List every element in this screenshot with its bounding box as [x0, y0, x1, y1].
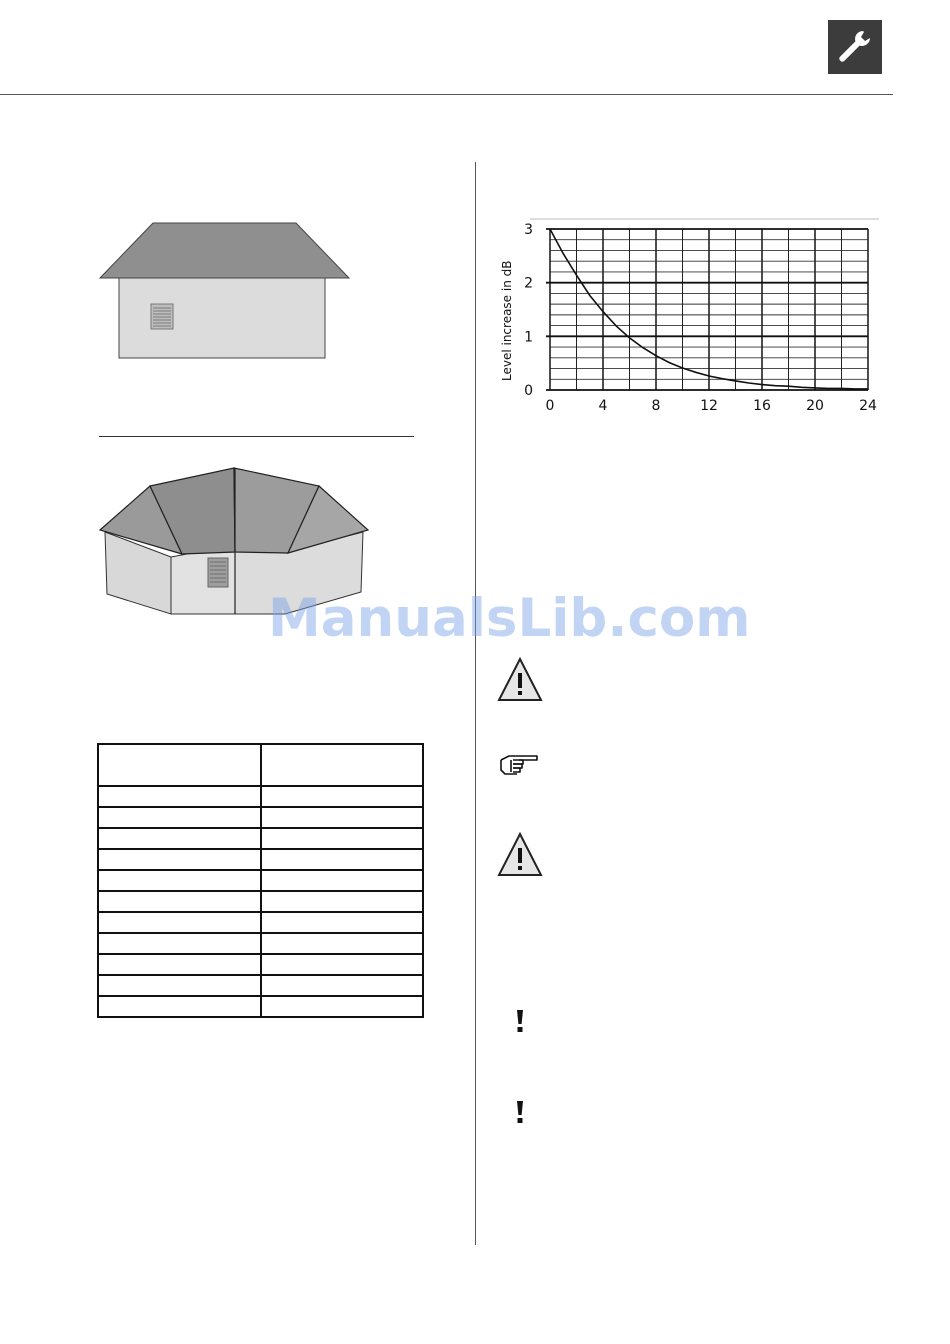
x-tick-label: 4 [598, 398, 608, 414]
table-cell [98, 849, 261, 870]
table-row [98, 954, 423, 975]
warning-triangle-icon [497, 831, 543, 877]
header-rule [0, 94, 893, 95]
x-tick-label: 16 [753, 398, 771, 414]
table-row [98, 996, 423, 1017]
table-cell [261, 912, 424, 933]
table-row [98, 912, 423, 933]
table-cell [261, 786, 424, 807]
table-cell [261, 975, 424, 996]
y-tick-label: 3 [524, 222, 533, 238]
table-cell [98, 933, 261, 954]
vent-grille [208, 558, 228, 587]
table-row [98, 870, 423, 891]
table-cell [98, 870, 261, 891]
table-cell [261, 933, 424, 954]
table-row [98, 786, 423, 807]
table-cell [261, 849, 424, 870]
house-single-illustration [95, 215, 355, 365]
exclamation-icon [513, 1008, 527, 1034]
wrench-icon-box [828, 20, 882, 74]
x-tick-label: 20 [806, 398, 824, 414]
pointing-hand-icon [499, 752, 541, 776]
table-cell [261, 954, 424, 975]
table-cell [261, 870, 424, 891]
table-cell [261, 828, 424, 849]
table-cell [261, 744, 424, 786]
x-tick-label: 24 [859, 398, 877, 414]
table-cell [261, 807, 424, 828]
table-cell [98, 954, 261, 975]
table-cell [98, 828, 261, 849]
table-row [98, 975, 423, 996]
figure-separator [99, 436, 414, 437]
x-tick-label: 12 [700, 398, 718, 414]
column-divider [475, 162, 476, 1245]
table-cell [98, 807, 261, 828]
y-tick-label: 2 [524, 275, 533, 292]
data-table [97, 743, 424, 1018]
table-cell [261, 996, 424, 1017]
table-row [98, 828, 423, 849]
table-cell [98, 786, 261, 807]
table-row [98, 807, 423, 828]
y-axis-label: Level increase in dB [500, 260, 514, 381]
table-cell [261, 891, 424, 912]
watermark: ManualsLib.com [268, 588, 751, 649]
table-cell [98, 744, 261, 786]
table-header-row [98, 744, 423, 786]
table-cell [98, 996, 261, 1017]
table-row [98, 891, 423, 912]
warning-triangle-icon [497, 656, 543, 702]
x-tick-label: 8 [651, 398, 661, 414]
y-tick-label: 0 [524, 383, 533, 399]
vent-grille [151, 304, 173, 329]
wrench-icon [835, 27, 875, 67]
level-increase-chart [495, 215, 890, 415]
table-cell [98, 975, 261, 996]
exclamation-icon [513, 1099, 527, 1125]
y-tick-label: 1 [524, 329, 533, 346]
x-tick-label: 0 [545, 398, 555, 414]
table-cell [98, 891, 261, 912]
table-row [98, 849, 423, 870]
table-cell [98, 912, 261, 933]
table-row [98, 933, 423, 954]
